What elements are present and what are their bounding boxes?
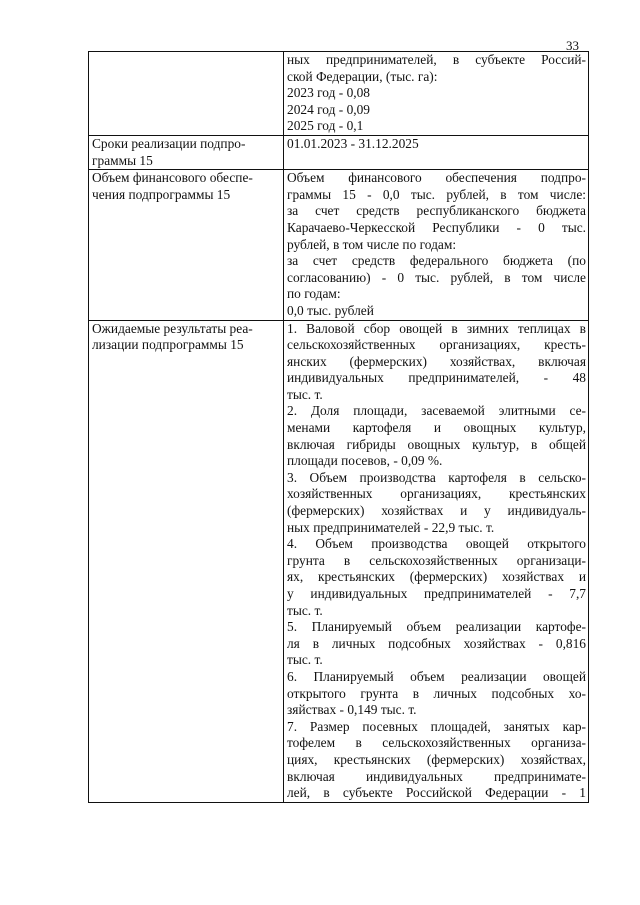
value-line: Карачаево-Черкесской Республики - 0 тыс.	[287, 219, 586, 235]
table-row	[89, 170, 589, 320]
value-line: 3. Объем производства картофеля в сельско-	[287, 469, 586, 485]
value-line: ных предпринимателей, в субъекте Россий-	[287, 52, 586, 67]
value-line: индивидуальных предпринимателей, - 48	[287, 370, 586, 386]
value-line: ля в личных подсобных хозяйствах - 0,816	[287, 635, 586, 651]
label-line: Сроки реализации подпро-	[92, 135, 246, 151]
value-line: открытого грунта в личных подсобных хо-	[287, 685, 586, 701]
row-label-cell	[89, 320, 284, 802]
label-line: лизации подпрограммы 15	[92, 337, 244, 353]
value-line: 01.01.2023 - 31.12.2025	[287, 135, 419, 151]
value-line: зяйствах - 0,149 тыс. т.	[287, 702, 417, 718]
page-number: 33	[566, 38, 579, 53]
row-label-cell	[89, 52, 284, 136]
table-row	[89, 52, 589, 136]
value-line: ской Федерации, (тыс. га):	[287, 68, 438, 84]
value-line: грунта в сельскохозяйственных организаци-	[287, 552, 586, 568]
value-line: 4. Объем производства овощей открытого	[287, 536, 586, 552]
value-line: янских (фермерских) хозяйствах, включая	[287, 353, 586, 369]
value-line: ных предпринимателей - 22,9 тыс. т.	[287, 519, 495, 535]
value-line: 2023 год - 0,08	[287, 85, 370, 101]
value-line: тыс. т.	[287, 652, 323, 668]
value-line: по годам:	[287, 286, 341, 302]
table-row	[89, 320, 589, 802]
value-line: рублей, в том числе по годам:	[287, 236, 457, 252]
value-line: включая гибриды овощных культур, в общей	[287, 436, 586, 452]
value-line: 2025 год - 0,1	[287, 118, 364, 134]
value-line: лей, в субъекте Российской Федерации - 1	[287, 785, 586, 801]
table-row	[89, 135, 589, 169]
value-line: тыс. т.	[287, 602, 323, 618]
row-value-cell	[284, 135, 589, 169]
value-line: хозяйственных организациях, крестьянских	[287, 486, 586, 502]
value-line: 0,0 тыс. рублей	[287, 302, 374, 318]
value-line: менами картофеля и овощных культур,	[287, 420, 586, 436]
value-line: 2024 год - 0,09	[287, 101, 370, 117]
label-line: Ожидаемые результаты реа-	[92, 320, 253, 336]
value-line: тофелем в сельскохозяйственных организа-	[287, 735, 586, 751]
value-line: 7. Размер посевных площадей, занятых кар-	[287, 718, 586, 734]
value-line: сельскохозяйственных организациях, кресть-	[287, 337, 586, 353]
value-line: тыс. т.	[287, 386, 323, 402]
value-line: 6. Планируемый объем реализации овощей	[287, 668, 586, 684]
row-label-cell	[89, 170, 284, 320]
label-line: граммы 15	[92, 152, 153, 168]
row-value-cell	[284, 52, 589, 136]
value-line: 1. Валовой сбор овощей в зимних теплицах в	[287, 320, 586, 336]
value-line: согласованию) - 0 тыс. рублей, в том числе	[287, 269, 586, 285]
value-line: у индивидуальных предпринимателей - 7,7	[287, 586, 586, 601]
value-line: 2. Доля площади, засеваемой элитными се-	[287, 403, 586, 419]
passport-table	[88, 51, 589, 803]
label-line: Объем финансового обеспе-	[92, 170, 253, 186]
value-line: ях, крестьянских (фермерских) хозяйствах и	[287, 569, 586, 585]
table-body	[89, 52, 589, 803]
value-line: 5. Планируемый объем реализации картофе-	[287, 619, 586, 635]
value-line: (фермерских) хозяйствах и у индивидуаль-	[287, 503, 586, 519]
row-label-cell	[89, 135, 284, 169]
value-line: за счет средств республиканского бюджета	[287, 203, 586, 219]
value-line: площади посевов, - 0,09 %.	[287, 453, 443, 469]
value-line: за счет средств федерального бюджета (по	[287, 253, 586, 269]
row-value-cell	[284, 170, 589, 320]
value-line: циях, крестьянских (фермерских) хозяйствах,	[287, 751, 586, 767]
label-line: чения подпрограммы 15	[92, 186, 231, 202]
value-line: включая индивидуальных предпринимате-	[287, 768, 586, 784]
value-line: граммы 15 - 0,0 тыс. рублей, в том числе:	[287, 186, 586, 202]
row-value-cell	[284, 320, 589, 802]
value-line: Объем финансового обеспечения подпро-	[287, 170, 586, 186]
